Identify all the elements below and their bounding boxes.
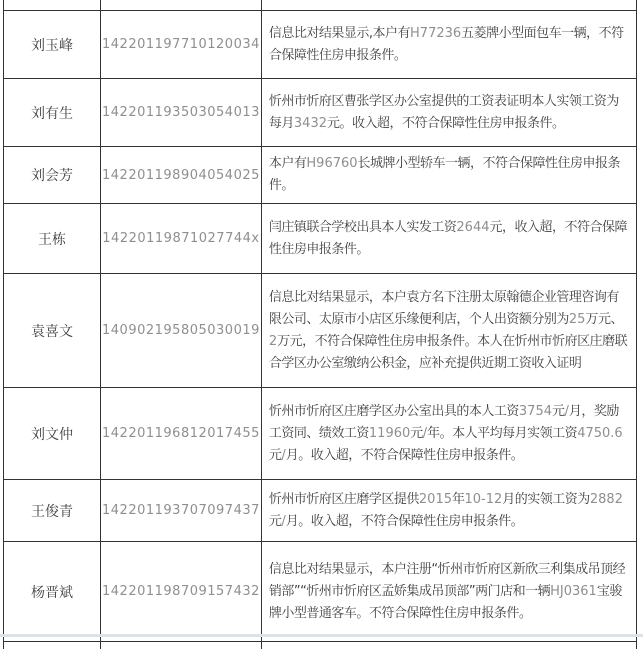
applicant-name-cell: 王栋: [4, 204, 101, 274]
empty-cell: [261, 642, 636, 649]
empty-cell: [261, 0, 636, 11]
review-result-cell: 信息比对结果显示，本户注册“忻州市忻府区新欣三利集成吊顶经销部”“忻州市忻府区孟娇集成吊顶部”两门店和一辆HJ0361宝骏牌小型普通客车。不符合保障性住房申报条件。: [261, 542, 636, 642]
table-body: [4, 0, 637, 649]
id-number-cell: 142201198904054025: [101, 147, 262, 204]
applicant-name-cell: 刘有生: [4, 79, 101, 147]
id-number-cell: 14220119871027744x: [101, 204, 262, 274]
applicant-name-cell: 王俊青: [4, 480, 101, 542]
table-row: [4, 79, 637, 147]
id-number-cell: 142201193503054013: [101, 79, 262, 147]
applicant-name-cell: 袁喜文: [4, 274, 101, 388]
table-row: [4, 274, 637, 388]
applicant-name-cell: 刘文仲: [4, 388, 101, 480]
id-number-cell: 140902195805030019: [101, 274, 262, 388]
empty-cell: [4, 0, 101, 11]
review-result-cell: 忻州市忻府区庄磨学区提供2015年10-12月的实领工资为2882元/月。收入超，不符合保障性住房申报条件。: [261, 480, 636, 542]
review-results-table: [3, 0, 637, 649]
id-number-cell: 142201193707097437: [101, 480, 262, 542]
review-result-cell: 信息比对结果显示，本户袁方名下注册太原翰德企业管理咨询有限公司、太原市小店区乐缘便利店，个人出资额分别为25万元、2万元，不符合保障性住房申报条件。本人在忻州市忻府区庄磨联合学区办公室缴纳公积金，应补充提供近期工资收入证明: [261, 274, 636, 388]
applicant-name-cell: 刘玉峰: [4, 11, 101, 79]
review-result-cell: 闫庄镇联合学校出具本人实发工资2644元，收入超，不符合保障性住房申报条件。: [261, 204, 636, 274]
id-number-cell: 142201197710120034: [101, 11, 262, 79]
table-row: [4, 147, 637, 204]
id-number-cell: 142201196812017455: [101, 388, 262, 480]
table-row: [4, 542, 637, 642]
review-result-cell: 本户有H96760长城牌小型轿车一辆，不符合保障性住房申报条件。: [261, 147, 636, 204]
table-row: [4, 480, 637, 542]
review-result-cell: 忻州市忻府区曹张学区办公室提供的工资表证明本人实领工资为每月3432元。收入超，不符合保障性住房申报条件。: [261, 79, 636, 147]
partial-row-bottom: [4, 642, 637, 649]
id-number-cell: 142201198709157432: [101, 542, 262, 642]
partial-row-top: [4, 0, 637, 11]
empty-cell: [101, 642, 262, 649]
review-result-cell: 信息比对结果显示,本户有H77236五菱牌小型面包车一辆，不符合保障性住房申报条件。: [261, 11, 636, 79]
table-row: [4, 388, 637, 480]
applicant-name-cell: 杨晋斌: [4, 542, 101, 642]
empty-cell: [4, 642, 101, 649]
review-result-cell: 忻州市忻府区庄磨学区办公室出具的本人工资3754元/月，奖励工资同、绩效工资11960元/年。本人平均每月实领工资4750.6元/月。收入超，不符合保障性住房申报条件。: [261, 388, 636, 480]
empty-cell: [101, 0, 262, 11]
table-row: [4, 204, 637, 274]
applicant-name-cell: 刘会芳: [4, 147, 101, 204]
table-row: [4, 11, 637, 79]
